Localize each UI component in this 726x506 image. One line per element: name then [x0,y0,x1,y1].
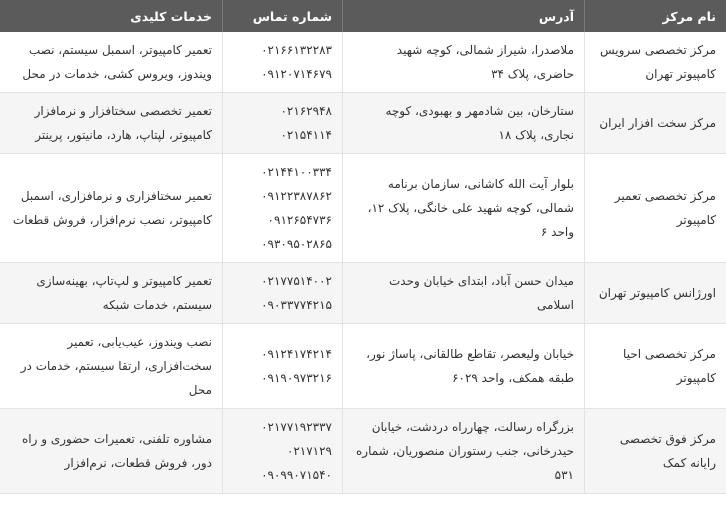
table-row [0,263,726,324]
center-address: بلوار آیت الله کاشانی، سازمان برنامه شمالی، کوچه شهید علی خانگی، پلاک ۱۲، واحد ۶ [343,154,585,263]
center-phones [223,409,343,494]
table-row [0,154,726,263]
phone-number[interactable]: ۰۹۱۹۰۹۷۳۲۱۶ [261,371,332,385]
center-services: تعمیر کامپیوتر، اسمبل سیستم، نصب ویندوز، ویروس کشی، خدمات در محل [0,32,223,93]
center-name: مرکز تخصصی احیا کامپیوتر [585,324,726,409]
header-row [0,0,726,32]
phone-number[interactable]: ۰۲۱۶۲۹۴۸ [280,104,332,118]
center-name: مرکز تخصصی سرویس کامپیوتر تهران [585,32,726,93]
table-row [0,409,726,494]
center-name: مرکز تخصصی تعمیر کامپیوتر [585,154,726,263]
phone-number[interactable]: ۰۲۱۶۶۱۳۲۲۸۳ [261,43,332,57]
phone-number[interactable]: ۰۹۱۲۰۷۱۴۶۷۹ [261,67,332,81]
center-phones [223,324,343,409]
center-address: خیابان ولیعصر، تقاطع طالقانی، پاساژ نور، طبقه همکف، واحد ۶۰۲۹ [343,324,585,409]
center-name: اورژانس کامپیوتر تهران [585,263,726,324]
center-services: نصب ویندوز، عیب‌یابی، تعمیر سخت‌افزاری، ارتقا سیستم، خدمات در محل [0,324,223,409]
phone-number[interactable]: ۰۹۱۲۶۵۴۷۳۶ [267,213,332,227]
header-services: خدمات کلیدی [0,0,223,32]
phone-number[interactable]: ۰۲۱۷۷۱۹۲۳۳۷ [261,420,332,434]
phone-number[interactable]: ۰۹۰۳۳۷۷۴۲۱۵ [261,298,332,312]
phone-number[interactable]: ۰۲۱۵۴۱۱۴ [280,128,332,142]
center-name: مرکز سخت افزار ایران [585,93,726,154]
center-address: میدان حسن آباد، ابتدای خیابان وحدت اسلامی [343,263,585,324]
center-phones [223,263,343,324]
center-phones [223,93,343,154]
table-row [0,324,726,409]
center-services: تعمیر کامپیوتر و لپ‌تاپ، بهینه‌سازی سیستم، خدمات شبکه [0,263,223,324]
phone-number[interactable]: ۰۹۰۹۹۰۷۱۵۴۰ [261,468,332,482]
table-body [0,32,726,494]
header-address: آدرس [343,0,585,32]
center-address: ستارخان، بین شادمهر و بهبودی، کوچه نجاری، پلاک ۱۸ [343,93,585,154]
center-name: مرکز فوق تخصصی رایانه کمک [585,409,726,494]
phone-number[interactable]: ۰۲۱۷۱۲۹ [286,444,332,458]
header-name: نام مرکز [585,0,726,32]
header-phone: شماره تماس [223,0,343,32]
table-row [0,93,726,154]
table-header [0,0,726,32]
center-services: تعمیر تخصصی سختافزار و نرمافزار کامپیوتر، لپتاپ، هارد، مانیتور، پرینتر [0,93,223,154]
phone-number[interactable]: ۰۲۱۷۷۵۱۴۰۰۲ [261,274,332,288]
center-services: مشاوره تلفنی، تعمیرات حضوری و راه دور، فروش قطعات، نرم‌افزار [0,409,223,494]
center-phones [223,154,343,263]
phone-number[interactable]: ۰۹۳۰۹۵۰۲۸۶۵ [261,237,332,251]
center-address: بزرگراه رسالت، چهارراه دردشت، خیابان حیدرخانی، جنب رستوران منصوریان، شماره ۵۳۱ [343,409,585,494]
center-phones [223,32,343,93]
center-services: تعمیر سختافزاری و نرمافزاری، اسمبل کامپیوتر، نصب نرم‌افزار، فروش قطعات [0,154,223,263]
phone-number[interactable]: ۰۹۱۲۲۳۸۷۸۶۲ [261,189,332,203]
phone-number[interactable]: ۰۹۱۲۴۱۷۴۲۱۴ [261,347,332,361]
table-row [0,32,726,93]
center-address: ملاصدرا، شیراز شمالی، کوچه شهید حاضری، پلاک ۳۴ [343,32,585,93]
phone-number[interactable]: ۰۲۱۴۴۱۰۰۳۳۴ [261,165,332,179]
